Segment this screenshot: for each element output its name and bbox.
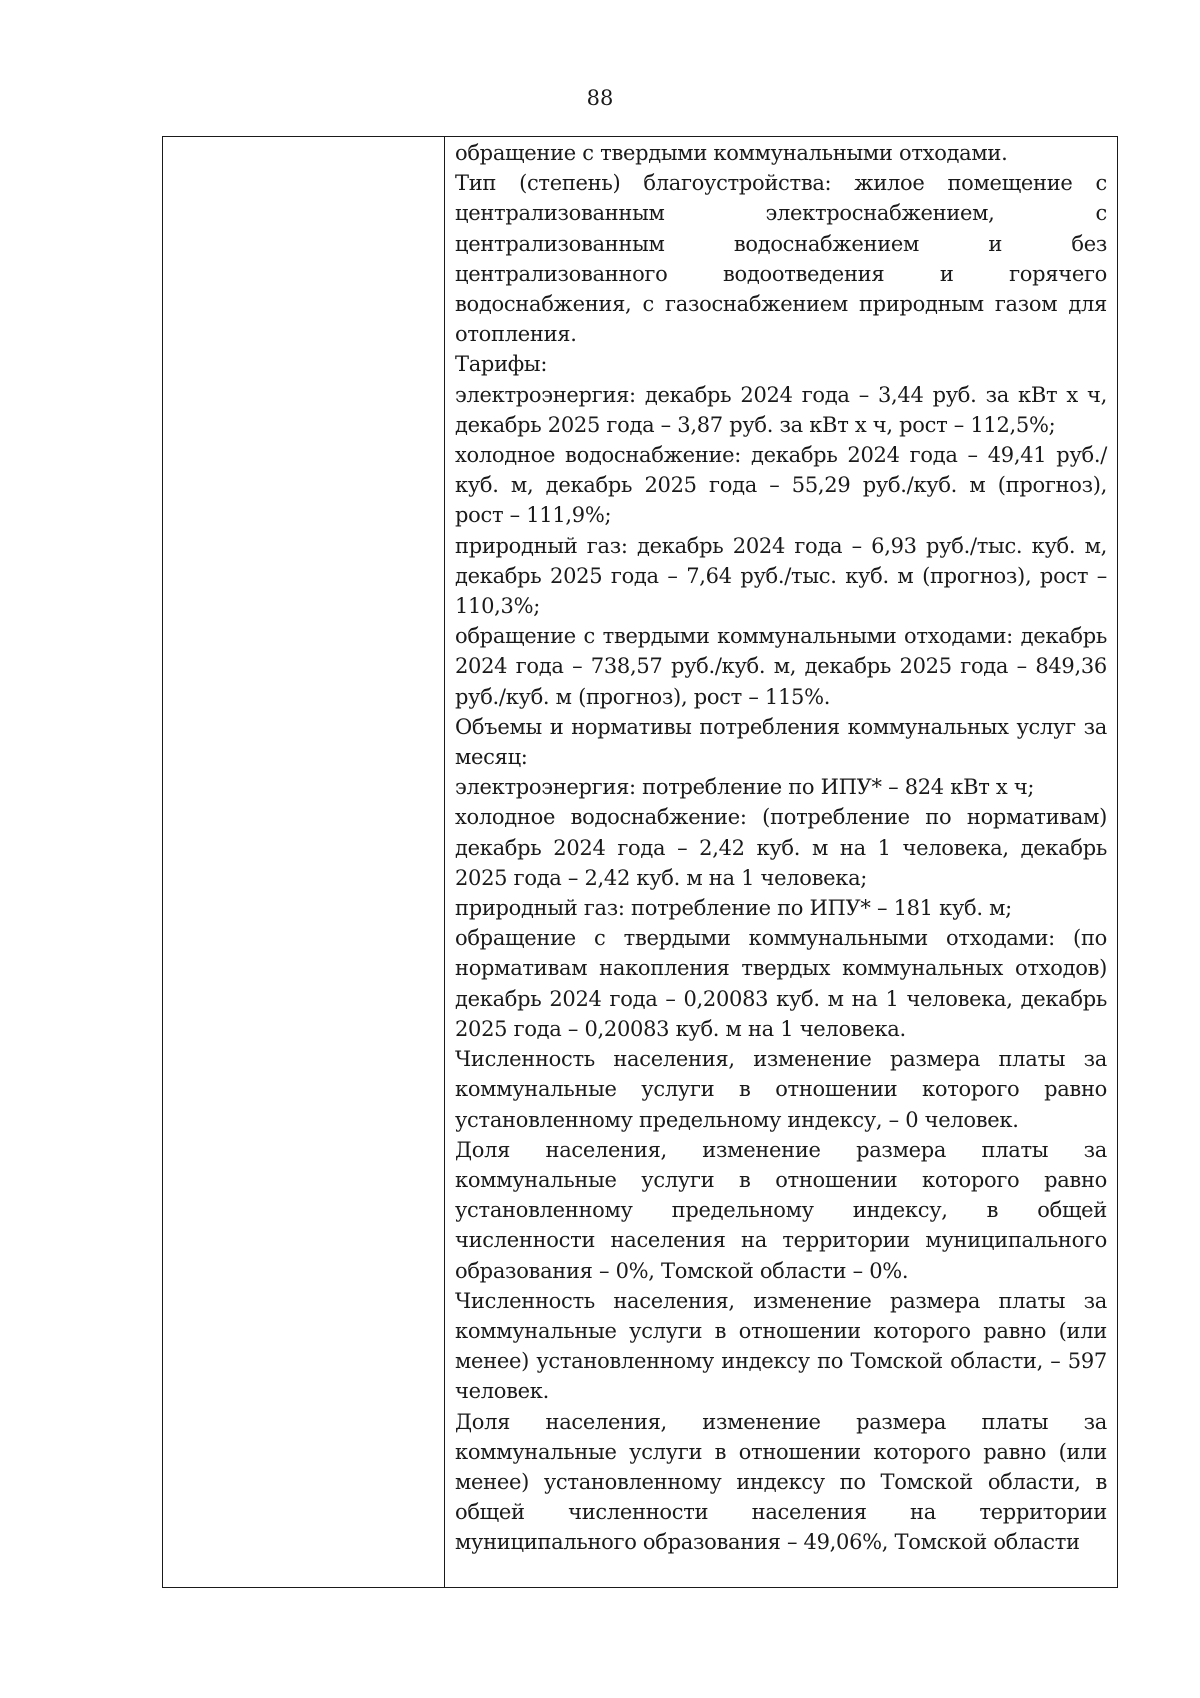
paragraph-tariff-gas: природный газ: декабрь 2024 года – 6,93 руб./тыс. куб. м, декабрь 2025 года – 7,64 руб./тыс. куб. м (прогноз), рост – 110,3%;	[455, 533, 1107, 619]
paragraph-tariff-waste: обращение с твердыми коммунальными отходами: декабрь 2024 года – 738,57 руб./куб. м, декабрь 2025 года – 849,36 руб./куб. м (прогноз), рост – 115%.	[455, 624, 1107, 709]
paragraph-tko-continuation: обращение с твердыми коммунальными отходами.	[455, 141, 1008, 165]
paragraph-tariff-electricity: электроэнергия: декабрь 2024 года – 3,44 руб. за кВт х ч, декабрь 2025 года – 3,87 руб. за кВт х ч, рост – 112,5%;	[455, 382, 1107, 437]
paragraph-tariffs-heading: Тарифы:	[455, 352, 548, 377]
paragraph-volumes-heading: Объемы и нормативы потребления коммунальных услуг за месяц:	[455, 714, 1107, 770]
paragraph-population-limit-index: Численность населения, изменение размера платы за коммунальные услуги в отношении которого равно установленному предельному индексу, – 0 человек.	[455, 1047, 1107, 1132]
paragraph-share-limit-index: Доля населения, изменение размера платы за коммунальные услуги в отношении которого равно установленному предельному индексу, в общей численности населения на территории муниципального образования – 0%, Томской области – 0%.	[455, 1137, 1107, 1283]
page-number: 88	[586, 86, 614, 110]
document-table	[162, 136, 1118, 1588]
paragraph-share-region-index: Доля населения, изменение размера платы за коммунальные услуги в отношении которого равно (или менее) установленному индексу по Томской области, в общей численности населения на территории муниципального образования – 49,06%, Томской области	[455, 1409, 1107, 1555]
paragraph-volume-cold-water: холодное водоснабжение: (потребление по нормативам) декабрь 2024 года – 2,42 куб. м на 1 человека, декабрь 2025 года – 2,42 куб. м на 1 человека;	[455, 805, 1107, 890]
table-left-cell	[163, 137, 445, 1587]
paragraph-volume-waste: обращение с твердыми коммунальными отходами: (по нормативам накопления твердых коммунальных отходов) декабрь 2024 года – 0,20083 куб. м на 1 человека, декабрь 2025 года – 0,20083 куб. м на 1 человека.	[455, 926, 1107, 1041]
paragraph-tariff-cold-water: холодное водоснабжение: декабрь 2024 года – 49,41 руб./куб. м, декабрь 2025 года – 55,29 руб./куб. м (прогноз), рост – 111,9%;	[455, 443, 1107, 528]
paragraph-volume-electricity: электроэнергия: потребление по ИПУ* – 824 кВт х ч;	[455, 775, 1035, 800]
table-right-cell	[445, 137, 1117, 1587]
paragraph-improvement-type: Тип (степень) благоустройства: жилое помещение с централизованным электроснабжением, с централизованным водоснабжением и без централизованного водоотведения и горячего водоснабжения, с газоснабжением природным газом для отопления.	[455, 171, 1107, 347]
paragraph-population-region-index: Численность населения, изменение размера платы за коммунальные услуги в отношении которого равно (или менее) установленному индексу по Томской области, – 597 человек.	[455, 1288, 1107, 1404]
paragraph-volume-gas: природный газ: потребление по ИПУ* – 181 куб. м;	[455, 896, 1012, 921]
